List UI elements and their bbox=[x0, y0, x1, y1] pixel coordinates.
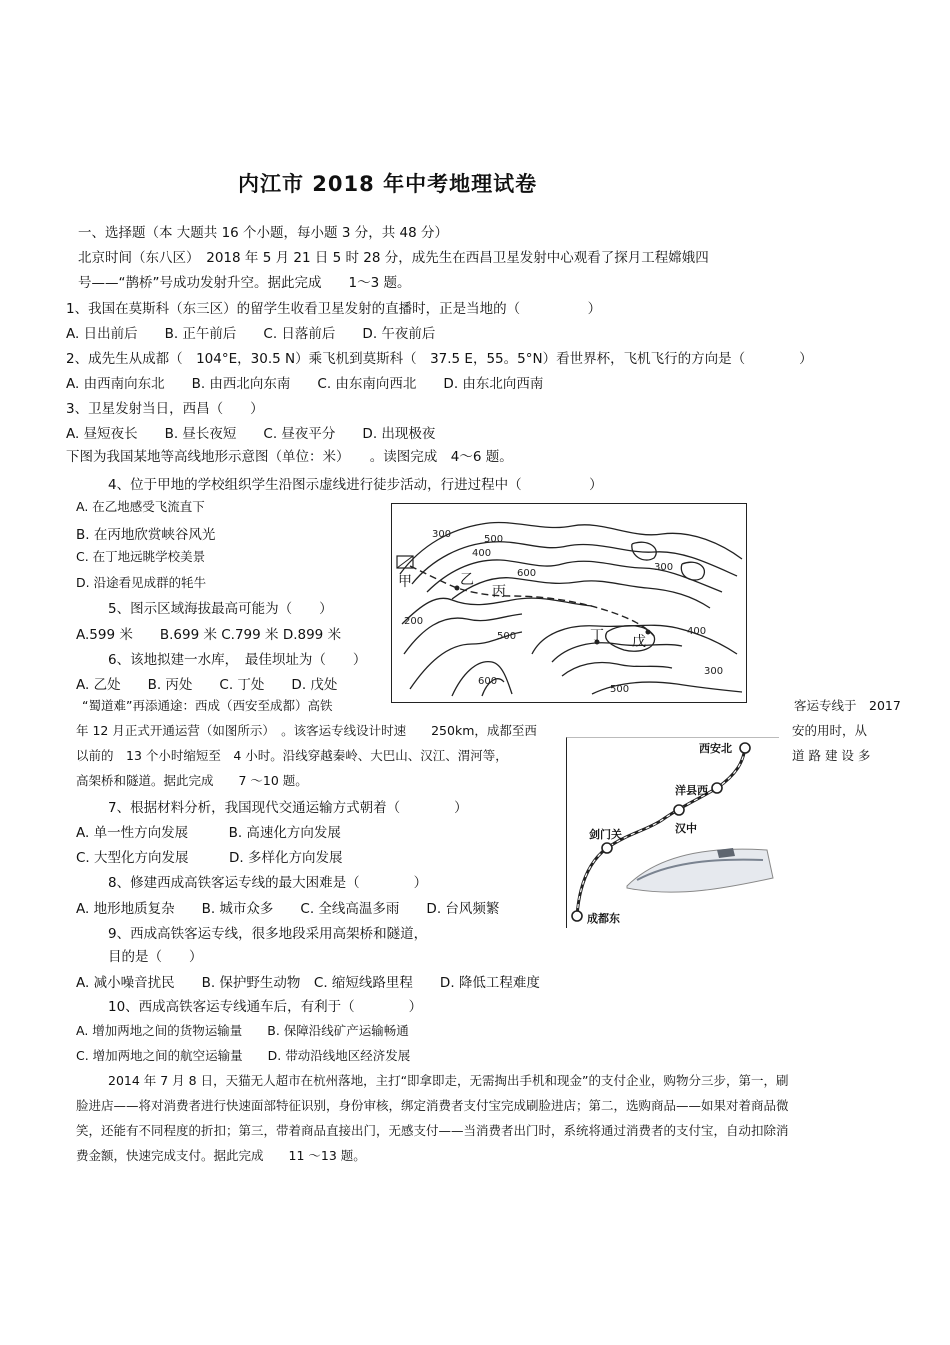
rail-passage-line: 安的用时，从 bbox=[792, 723, 868, 738]
contour-line bbox=[400, 522, 742, 574]
contour-label: 500 bbox=[497, 631, 517, 642]
place-label: 乙 bbox=[460, 572, 474, 588]
question-4-option: C. 在丁地远眺学校美景 bbox=[76, 549, 206, 564]
question-4-stem: 4、位于甲地的学校组织学生沿图示虚线进行徒步活动，行进过程中（ ） bbox=[108, 477, 603, 493]
rail-route-map bbox=[566, 737, 779, 928]
point-marker bbox=[646, 630, 651, 635]
station-label: 汉中 bbox=[675, 822, 697, 835]
rail-route-drawing bbox=[567, 738, 779, 928]
supermarket-passage-line: 笑，还能有不同程度的折扣；第三，带着商品直接出门，无感支付——当消费者出门时，系统将通过消费者的支付宝，自动扣除消 bbox=[76, 1123, 789, 1138]
contour-label: 500 bbox=[610, 684, 630, 695]
question-5-stem: 5、图示区域海拔最高可能为（ ） bbox=[108, 601, 333, 617]
question-8-options: A. 地形地质复杂 B. 城市众多 C. 全线高温多雨 D. 台风频繁 bbox=[76, 901, 500, 917]
question-7-stem: 7、根据材料分析，我国现代交通运输方式朝着（ ） bbox=[108, 800, 468, 816]
question-1-stem: 1、我国在莫斯科（东三区）的留学生收看卫星发射的直播时，正是当地的（ ） bbox=[66, 301, 602, 317]
contour-label: 200 bbox=[404, 616, 424, 627]
question-10-option: C. 增加两地之间的航空运输量 D. 带动沿线地区经济发展 bbox=[76, 1048, 411, 1063]
contour-label: 300 bbox=[654, 562, 674, 573]
question-10-stem: 10、西成高铁客运专线通车后，有利于（ ） bbox=[108, 999, 423, 1015]
contour-map-drawing bbox=[392, 504, 746, 702]
question-1-options: A. 日出前后 B. 正午前后 C. 日落前后 D. 午夜前后 bbox=[66, 326, 436, 342]
supermarket-passage-line: 费金额，快速完成支付。据此完成 11 ～13 题。 bbox=[76, 1148, 366, 1163]
contour-label: 600 bbox=[517, 568, 537, 579]
place-label: 丙 bbox=[492, 584, 506, 600]
contour-line bbox=[562, 663, 672, 677]
question-3-options: A. 昼短夜长 B. 昼长夜短 C. 昼夜平分 D. 出现极夜 bbox=[66, 426, 436, 442]
station-marker bbox=[740, 743, 750, 753]
question-4-option: B. 在丙地欣赏峡谷风光 bbox=[76, 527, 216, 543]
rail-passage-line: 以前的 13 个小时缩短至 4 小时。沿线穿越秦岭、大巴山、汉江、渭河等， bbox=[76, 748, 508, 763]
question-8-stem: 8、修建西成高铁客运专线的最大困难是（ ） bbox=[108, 875, 428, 891]
place-label: 甲 bbox=[398, 574, 412, 590]
train-image bbox=[627, 849, 773, 892]
contour-label: 300 bbox=[432, 529, 452, 540]
station-label: 西安北 bbox=[699, 742, 732, 755]
station-marker bbox=[674, 805, 684, 815]
station-marker bbox=[712, 783, 722, 793]
question-9-stem: 9、西成高铁客运专线，很多地段采用高架桥和隧道， bbox=[108, 926, 428, 942]
rail-passage-line: 年 12 月正式开通运营（如图所示） 。该客运专线设计时速 250km，成都至西 bbox=[76, 723, 537, 738]
rail-passage-line: 客运专线于 2017 bbox=[794, 698, 901, 713]
station-label: 洋县西 bbox=[675, 784, 708, 797]
contour-line bbox=[402, 598, 592, 624]
question-4-option: D. 沿途看见成群的牦牛 bbox=[76, 575, 207, 590]
station-marker bbox=[572, 911, 582, 921]
question-9-stem: 目的是（ ） bbox=[108, 949, 203, 965]
question-7-option: A. 单一性方向发展 B. 高速化方向发展 bbox=[76, 825, 341, 841]
question-6-options: A. 乙处 B. 丙处 C. 丁处 D. 戊处 bbox=[76, 677, 338, 693]
contour-label: 600 bbox=[478, 676, 498, 687]
intro-paragraph-line: 号——“鹊桥”号成功发射升空。据此完成 1～3 题。 bbox=[78, 275, 411, 291]
question-3-stem: 3、卫星发射当日，西昌（ ） bbox=[66, 401, 264, 417]
question-2-stem: 2、成先生从成都（ 104°E，30.5 N）乘飞机到莫斯科（ 37.5 E，55。5°N）看世界杯，飞机飞行的方向是（ ） bbox=[66, 351, 813, 367]
question-5-options: A.599 米 B.699 米 C.799 米 D.899 米 bbox=[76, 627, 342, 643]
station-marker bbox=[602, 843, 612, 853]
section-heading: 一、选择题（本 大题共 16 个小题，每小题 3 分，共 48 分） bbox=[78, 225, 448, 241]
station-label: 成都东 bbox=[587, 912, 620, 925]
contour-label: 500 bbox=[484, 534, 504, 545]
intro-paragraph-line: 北京时间（东八区） 2018 年 5 月 21 日 5 时 28 分，成先生在西昌卫星发射中心观看了探月工程嫦娥四 bbox=[78, 250, 709, 266]
question-7-option: C. 大型化方向发展 D. 多样化方向发展 bbox=[76, 850, 343, 866]
place-label: 戊 bbox=[632, 634, 646, 650]
rail-passage-line: “蜀道难”再添通途：西成（西安至成都）高铁 bbox=[82, 698, 333, 713]
page-title: 内江市 2018 年中考地理试卷 bbox=[238, 172, 538, 196]
contour-label: 300 bbox=[704, 666, 724, 677]
question-9-options: A. 减小噪音扰民 B. 保护野生动物 C. 缩短线路里程 D. 降低工程难度 bbox=[76, 975, 540, 991]
map-intro: 下图为我国某地等高线地形示意图（单位：米） 。读图完成 4～6 题。 bbox=[66, 449, 513, 465]
question-10-option: A. 增加两地之间的货物运输量 B. 保障沿线矿产运输畅通 bbox=[76, 1023, 409, 1038]
supermarket-passage-line: 脸进店——将对消费者进行快速面部特征识别，身份审核，绑定消费者支付宝完成刷脸进店；第二，选购商品——如果对着商品微 bbox=[76, 1098, 789, 1113]
contour-map bbox=[391, 503, 747, 703]
question-2-options: A. 由西南向东北 B. 由西北向东南 C. 由东南向西北 D. 由东北向西南 bbox=[66, 376, 544, 392]
station-label: 剑门关 bbox=[589, 828, 622, 841]
question-4-option: A. 在乙地感受飞流直下 bbox=[76, 499, 205, 514]
contour-line bbox=[552, 643, 682, 662]
contour-label: 400 bbox=[472, 548, 492, 559]
rail-passage-line: 道 路 建 设 多 bbox=[792, 748, 871, 763]
question-6-stem: 6、该地拟建一水库， 最佳坝址为（ ） bbox=[108, 652, 367, 668]
rail-passage-line: 高架桥和隧道。据此完成 7 ～10 题。 bbox=[76, 773, 308, 788]
place-label: 丁 bbox=[590, 628, 604, 644]
supermarket-passage-line: 2014 年 7 月 8 日，天猫无人超市在杭州落地，主打“即拿即走，无需掏出手机和现金”的支付企业，购物分三步，第一，刷 bbox=[108, 1073, 789, 1088]
point-marker bbox=[455, 586, 460, 591]
contour-label: 400 bbox=[687, 626, 707, 637]
